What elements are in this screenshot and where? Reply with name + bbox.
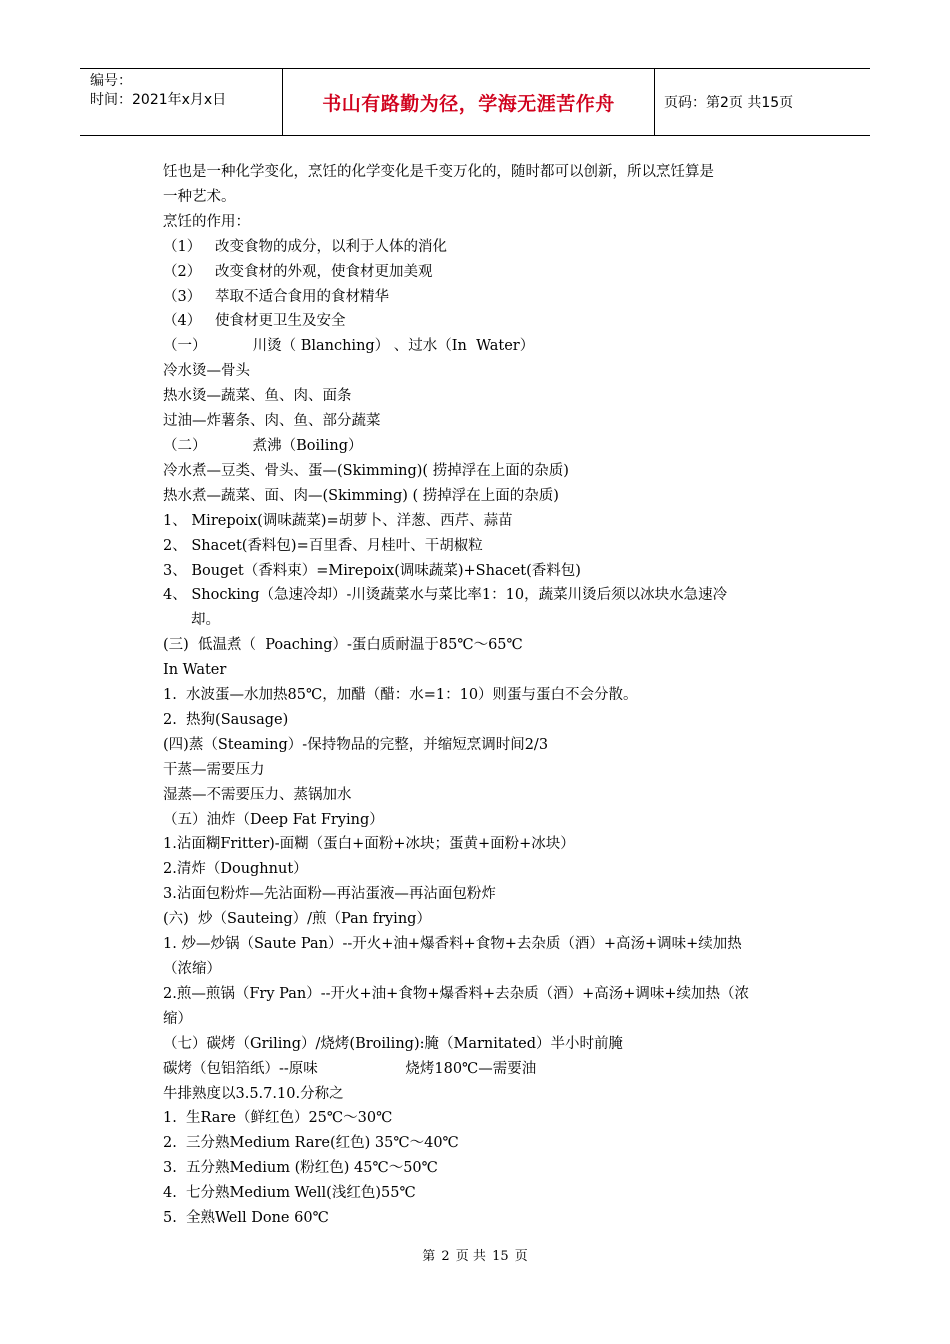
body-line: 热水烫—蔬菜、鱼、肉、面条 [163, 388, 352, 405]
footer-prefix: 第 [422, 1249, 436, 1264]
list-item: 2.煎—煎锅（Fry Pan）--开火+油+食物+爆香料+去杂质（酒）+高汤+调味+续加热（浓 [163, 985, 750, 1002]
body-line: 一种艺术。 [163, 188, 236, 205]
body-line: （4） 使食材更卫生及安全 [163, 313, 346, 330]
body-line: 饪也是一种化学变化，烹饪的化学变化是千变万化的，随时都可以创新，所以烹饪算是 [163, 164, 714, 180]
footer-suffix: 页 [514, 1249, 528, 1264]
list-item: 4. 七分熟Medium Well(浅红色)55℃ [163, 1185, 416, 1202]
header-meta [80, 69, 283, 135]
list-item: 2.清炸（Doughnut） [163, 861, 308, 878]
footer-middle: 页 共 [455, 1249, 486, 1264]
body-line: 冷水烫—骨头 [163, 363, 250, 380]
body-line: 湿蒸—不需要压力、蒸锅加水 [163, 786, 352, 803]
body-line: （1） 改变食物的成分，以利于人体的消化 [163, 238, 448, 255]
section-heading: (四)蒸（Steaming）-保持物品的完整，并缩短烹调时间2/3 [163, 736, 549, 753]
list-item: 3. 五分熟Medium (粉红色) 45℃～50℃ [163, 1160, 438, 1177]
list-item: 2、 Shacet(香料包)=百里香、月桂叶、干胡椒粒 [163, 537, 483, 554]
document-time-label: 时间：2021年x月x日 [90, 92, 227, 108]
page-header [80, 68, 870, 136]
body-line: （3） 萃取不适合食用的食材精华 [163, 288, 390, 305]
body-line: 碳烤（包铝箔纸）--原味 烧烤180℃—需要油 [163, 1060, 537, 1077]
list-item-continuation: （浓缩） [163, 961, 221, 977]
section-heading: (三) 低温煮（ Poaching）-蛋白质耐温于85℃～65℃ [163, 637, 523, 654]
body-line: （2） 改变食材的外观，使食材更加美观 [163, 263, 433, 280]
body-line: 热水煮—蔬菜、面、肉—(Skimming) ( 捞掉浮在上面的杂质) [163, 487, 559, 504]
section-heading: （七）碳烤（Griling）/烧烤(Broiling):腌（Marnitated）半小时前腌 [163, 1035, 624, 1052]
list-item-continuation: 却。 [191, 612, 220, 629]
section-heading: （一） 川烫（ Blanching） 、过水（In Water） [163, 338, 535, 355]
body-line: 过油—炸薯条、肉、鱼、部分蔬菜 [163, 413, 381, 430]
body-line: In Water [163, 662, 227, 679]
header-page-info: 页码：第2页 共15页 [664, 95, 794, 111]
list-item: 1.沾面糊Fritter)-面糊（蛋白+面粉+冰块；蛋黄+面粉+冰块） [163, 836, 575, 853]
body-line: 牛排熟度以3.5.7.10.分称之 [163, 1085, 344, 1102]
list-item: 1. 炒—炒锅（Saute Pan）--开火+油+爆香料+食物+去杂质（酒）+高汤+调味+续加热 [163, 936, 742, 953]
list-item: 5. 全熟Well Done 60℃ [163, 1210, 329, 1227]
list-item: 1. 生Rare（鲜红色）25℃～30℃ [163, 1110, 393, 1127]
footer-total-pages: 15 [492, 1249, 509, 1264]
section-heading: （五）油炸（Deep Fat Frying） [163, 811, 384, 828]
document-body [163, 160, 813, 1231]
list-item: 1. 水波蛋—水加热85℃，加醋（醋：水=1：10）则蛋与蛋白不会分散。 [163, 687, 638, 704]
list-item: 4、 Shocking（急速冷却）-川烫蔬菜水与菜比率1：10，蔬菜川烫后须以冰块水急速冷 [163, 587, 728, 604]
list-item: 2. 三分熟Medium Rare(红色) 35℃～40℃ [163, 1135, 459, 1152]
header-motto: 书山有路勤为径，学海无涯苦作舟 [283, 69, 655, 135]
footer-page-number: 2 [441, 1249, 450, 1264]
document-number-label: 编号： [90, 73, 132, 89]
page-footer [0, 1245, 950, 1264]
list-item: 1、 Mirepoix(调味蔬菜)=胡萝卜、洋葱、西芹、蒜苗 [163, 512, 513, 529]
list-item: 3.沾面包粉炸—先沾面粉—再沾蛋液—再沾面包粉炸 [163, 886, 496, 903]
body-line: 冷水煮—豆类、骨头、蛋—(Skimming)( 捞掉浮在上面的杂质) [163, 462, 569, 479]
list-item: 3、 Bouget（香料束）=Mirepoix(调味蔬菜)+Shacet(香料包) [163, 562, 581, 579]
section-heading: (六) 炒（Sauteing）/煎（Pan frying） [163, 911, 431, 928]
section-heading: （二） 煮沸（Boiling） [163, 437, 363, 454]
list-item-continuation: 缩） [163, 1010, 192, 1027]
body-line: 干蒸—需要压力 [163, 761, 265, 778]
body-line: 烹饪的作用： [163, 213, 250, 230]
list-item: 2. 热狗(Sausage) [163, 711, 289, 728]
